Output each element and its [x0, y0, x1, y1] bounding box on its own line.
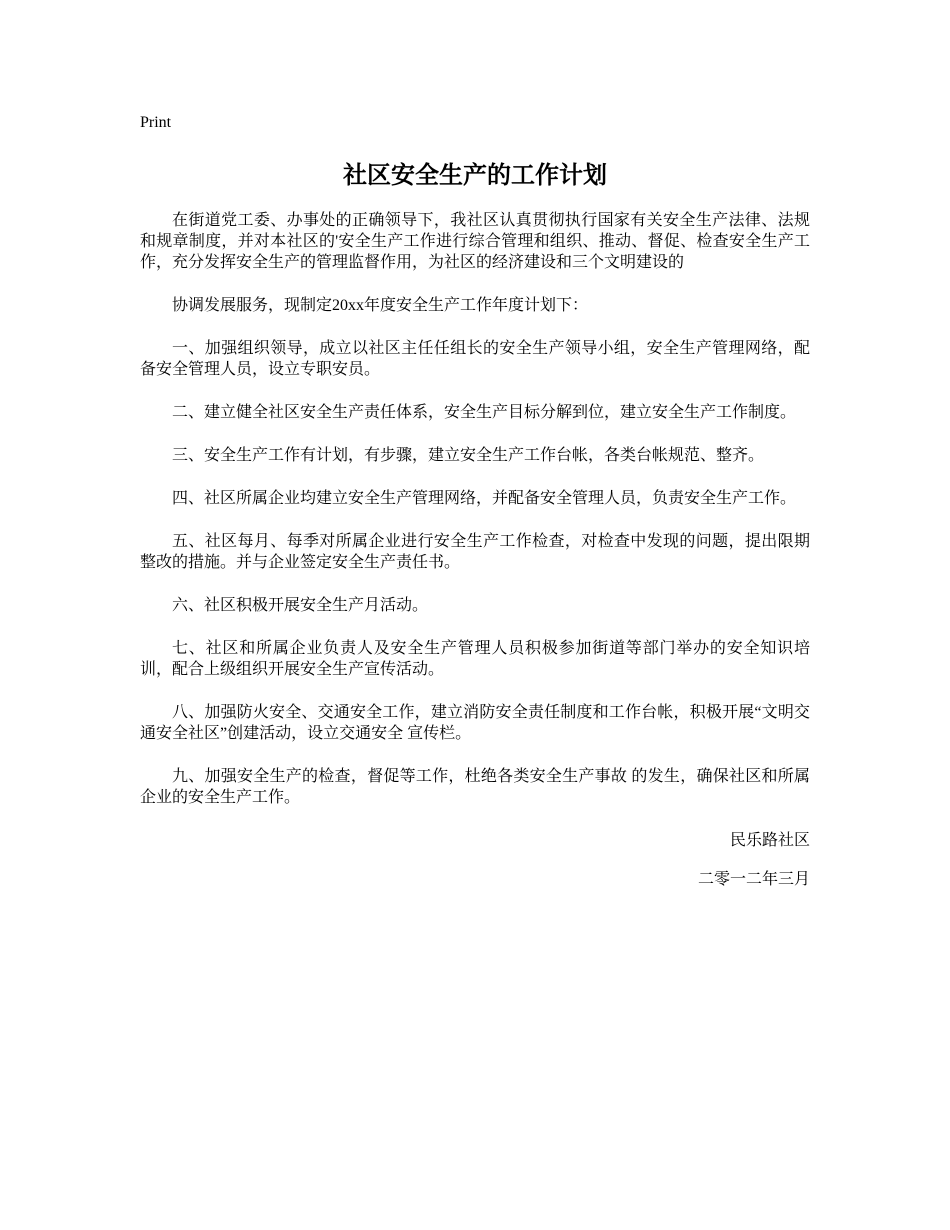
paragraph-item-7: 七、社区和所属企业负责人及安全生产管理人员积极参加街道等部门举办的安全知识培训，配合上级组织开展安全生产宣传活动。	[140, 640, 810, 678]
paragraph-item-5: 五、社区每月、每季对所属企业进行安全生产工作检查，对检查中发现的问题，提出限期整改的措施。并与企业签定安全生产责任书。	[140, 533, 810, 571]
paragraph-item-8: 八、加强防火安全、交通安全工作，建立消防安全责任制度和工作台帐，积极开展“文明交通安全社区”创建活动，设立交通安全 宣传栏。	[140, 704, 810, 742]
paragraph-plan-statement: 协调发展服务，现制定20xx年度安全生产工作年度计划下：	[172, 297, 589, 314]
paragraph-item-2: 二、建立健全社区安全生产责任体系，安全生产目标分解到位，建立安全生产工作制度。	[172, 404, 797, 421]
print-link[interactable]: Print	[140, 114, 172, 131]
paragraph-item-3: 三、安全生产工作有计划，有步骤，建立安全生产工作台帐，各类台帐规范、整齐。	[172, 447, 765, 464]
signature-organization: 民乐路社区	[729, 832, 810, 849]
paragraph-item-1: 一、加强组织领导，成立以社区主任任组长的安全生产领导小组，安全生产管理网络，配备安全管理人员，设立专职安员。	[140, 340, 810, 378]
paragraph-item-6: 六、社区积极开展安全生产月活动。	[172, 597, 429, 614]
paragraph-item-4: 四、社区所属企业均建立安全生产管理网络，并配备安全管理人员，负责安全生产工作。	[172, 490, 797, 507]
document-title: 社区安全生产的工作计划	[343, 161, 607, 189]
paragraph-intro: 在街道党工委、办事处的正确领导下，我社区认真贯彻执行国家有关安全生产法律、法规和规章制度，并对本社区的'安全生产工作进行综合管理和组织、推动、督促、检查安全生产工作，充分发挥安全生产的管理监督作用，为社区的经济建设和三个文明建设的	[140, 212, 810, 271]
paragraph-item-9: 九、加强安全生产的检查，督促等工作，杜绝各类安全生产事故 的发生，确保社区和所属企业的安全生产工作。	[140, 768, 810, 806]
document-body	[140, 210, 810, 908]
signature-date: 二零一二年三月	[697, 871, 810, 888]
